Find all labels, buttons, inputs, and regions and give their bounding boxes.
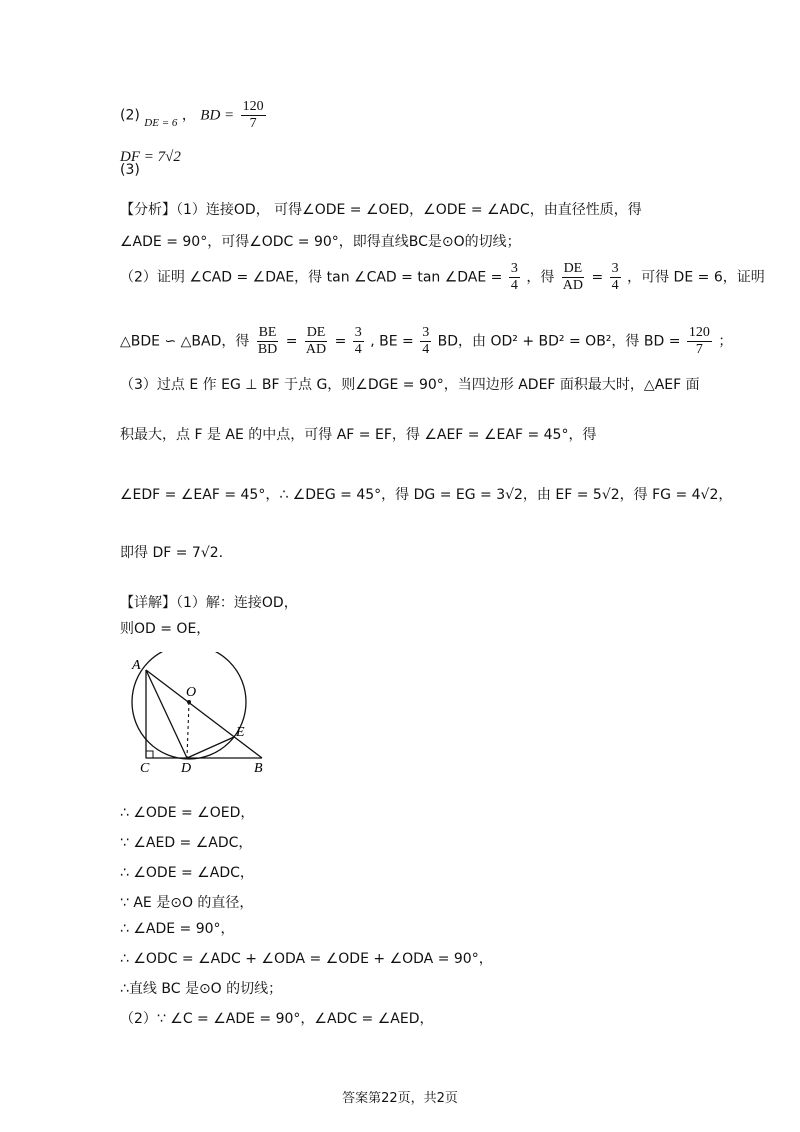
answer-2-bd-denominator: 7	[249, 116, 257, 131]
label-e: E	[236, 725, 245, 740]
analysis-3-fraction-2	[561, 262, 585, 293]
segment-od-dashed	[187, 702, 189, 758]
right-angle-mark	[146, 751, 153, 758]
analysis-4-text-d: ；	[718, 333, 733, 350]
analysis-4-text-b: , BE =	[370, 333, 414, 350]
answer-3-label: (3)	[120, 162, 140, 178]
analysis-line-7: ∠EDF = ∠EAF = 45°，∴ ∠DEG = 45°，得 DG = EG = 3√2，由 EF = 5√2，得 FG = 4√2，	[120, 487, 733, 503]
circle-o	[132, 652, 246, 759]
analysis-4-fraction-4	[420, 326, 431, 357]
analysis-3-text-a: （2）证明 ∠CAD = ∠DAE，得 tan ∠CAD = tan ∠DAE =	[120, 269, 503, 286]
answer-2-bd-numerator: 120	[242, 99, 264, 114]
analysis-4-fraction-5	[687, 326, 712, 357]
analysis-4-f5-den: 7	[695, 342, 703, 357]
analysis-3-text-c: =	[591, 269, 604, 286]
analysis-3-f3-den: 4	[611, 278, 619, 293]
analysis-4-f4-den: 4	[422, 342, 430, 357]
analysis-4-f3-num: 3	[354, 325, 362, 340]
label-a: A	[132, 658, 141, 673]
analysis-4-text-a: △BDE ∽ △BAD，得	[120, 333, 250, 350]
analysis-3-text-d: ，可得 DE = 6，证明	[627, 269, 765, 286]
analysis-3-fraction-1	[509, 262, 520, 293]
analysis-4-f5-num: 120	[688, 325, 710, 340]
analysis-4-f2-den: AD	[305, 342, 327, 357]
analysis-3-text-b: ，得	[526, 269, 555, 286]
answer-3-label-line	[120, 163, 140, 177]
step-line: ∴直线 BC 是⊙O 的切线；	[120, 981, 283, 997]
analysis-4-fraction-3	[353, 326, 364, 357]
geometry-figure	[128, 652, 278, 777]
detail-line-1: 【详解】（1）解：连接OD，	[120, 595, 298, 611]
label-c: C	[140, 761, 150, 776]
analysis-line-4	[120, 326, 732, 357]
step-line: ∴ ∠ODE = ∠ADC，	[120, 865, 254, 881]
label-o: O	[186, 685, 197, 700]
answer-2-de: DE = 6	[144, 116, 178, 129]
analysis-4-fraction-2	[304, 326, 328, 357]
analysis-3-f2-den: AD	[562, 278, 584, 293]
center-point	[187, 700, 191, 704]
analysis-line-8: 即得 DF = 7√2.	[120, 545, 224, 561]
analysis-4-eq-2: =	[334, 333, 347, 350]
analysis-3-fraction-3	[610, 262, 621, 293]
analysis-line-2: ∠ADE = 90°，可得∠ODC = 90°，即得直线BC是⊙O的切线；	[120, 234, 521, 250]
label-b: B	[254, 761, 263, 776]
answer-2-bd-lhs: BD =	[200, 107, 235, 124]
analysis-4-f1-den: BD	[257, 342, 278, 357]
step-line: （2）∵ ∠C = ∠ADE = 90°，∠ADC = ∠AED，	[120, 1011, 434, 1027]
label-d: D	[181, 761, 192, 776]
analysis-line-3	[120, 262, 765, 293]
answer-2-bd-fraction	[241, 100, 266, 131]
answer-2-label: (2)	[120, 107, 140, 124]
analysis-4-f3-den: 4	[354, 342, 362, 357]
step-line: ∵ ∠AED = ∠ADC，	[120, 835, 253, 851]
analysis-line-6: 积最大，点 F 是 AE 的中点，可得 AF = EF，得 ∠AEF = ∠EAF = 45°，得	[120, 427, 597, 443]
analysis-line-5: （3）过点 E 作 EG ⊥ BF 于点 G，则∠DGE = 90°，当四边形 ADEF 面积最大时，△AEF 面	[120, 377, 700, 393]
analysis-3-f3-num: 3	[611, 261, 619, 276]
analysis-3-f1-num: 3	[510, 261, 518, 276]
analysis-3-f1-den: 4	[510, 278, 518, 293]
answer-3-df: DF = 7√2	[120, 149, 181, 165]
analysis-4-f2-num: DE	[306, 325, 326, 340]
step-line: ∵ AE 是⊙O 的直径，	[120, 895, 254, 911]
analysis-3-f2-num: DE	[563, 261, 583, 276]
answer-2-line	[120, 100, 268, 131]
analysis-4-text-c: BD，由 OD² + BD² = OB²，得 BD =	[437, 333, 681, 350]
answer-2-separator: ，	[181, 107, 196, 124]
page-footer: 答案第22页，共2页	[342, 1091, 458, 1106]
analysis-line-1: 【分析】（1）连接OD， 可得∠ODE = ∠OED，∠ODE = ∠ADC，由直径性质，得	[120, 202, 642, 218]
analysis-4-fraction-1	[256, 326, 279, 357]
step-line: ∴ ∠ADE = 90°，	[120, 921, 235, 937]
analysis-4-f1-num: BE	[258, 325, 277, 340]
analysis-4-eq-1: =	[285, 333, 298, 350]
step-line: ∴ ∠ODC = ∠ADC + ∠ODA = ∠ODE + ∠ODA = 90°，	[120, 951, 493, 967]
analysis-4-f4-num: 3	[422, 325, 430, 340]
detail-line-2: 则OD = OE，	[120, 621, 211, 637]
step-line: ∴ ∠ODE = ∠OED，	[120, 805, 255, 821]
